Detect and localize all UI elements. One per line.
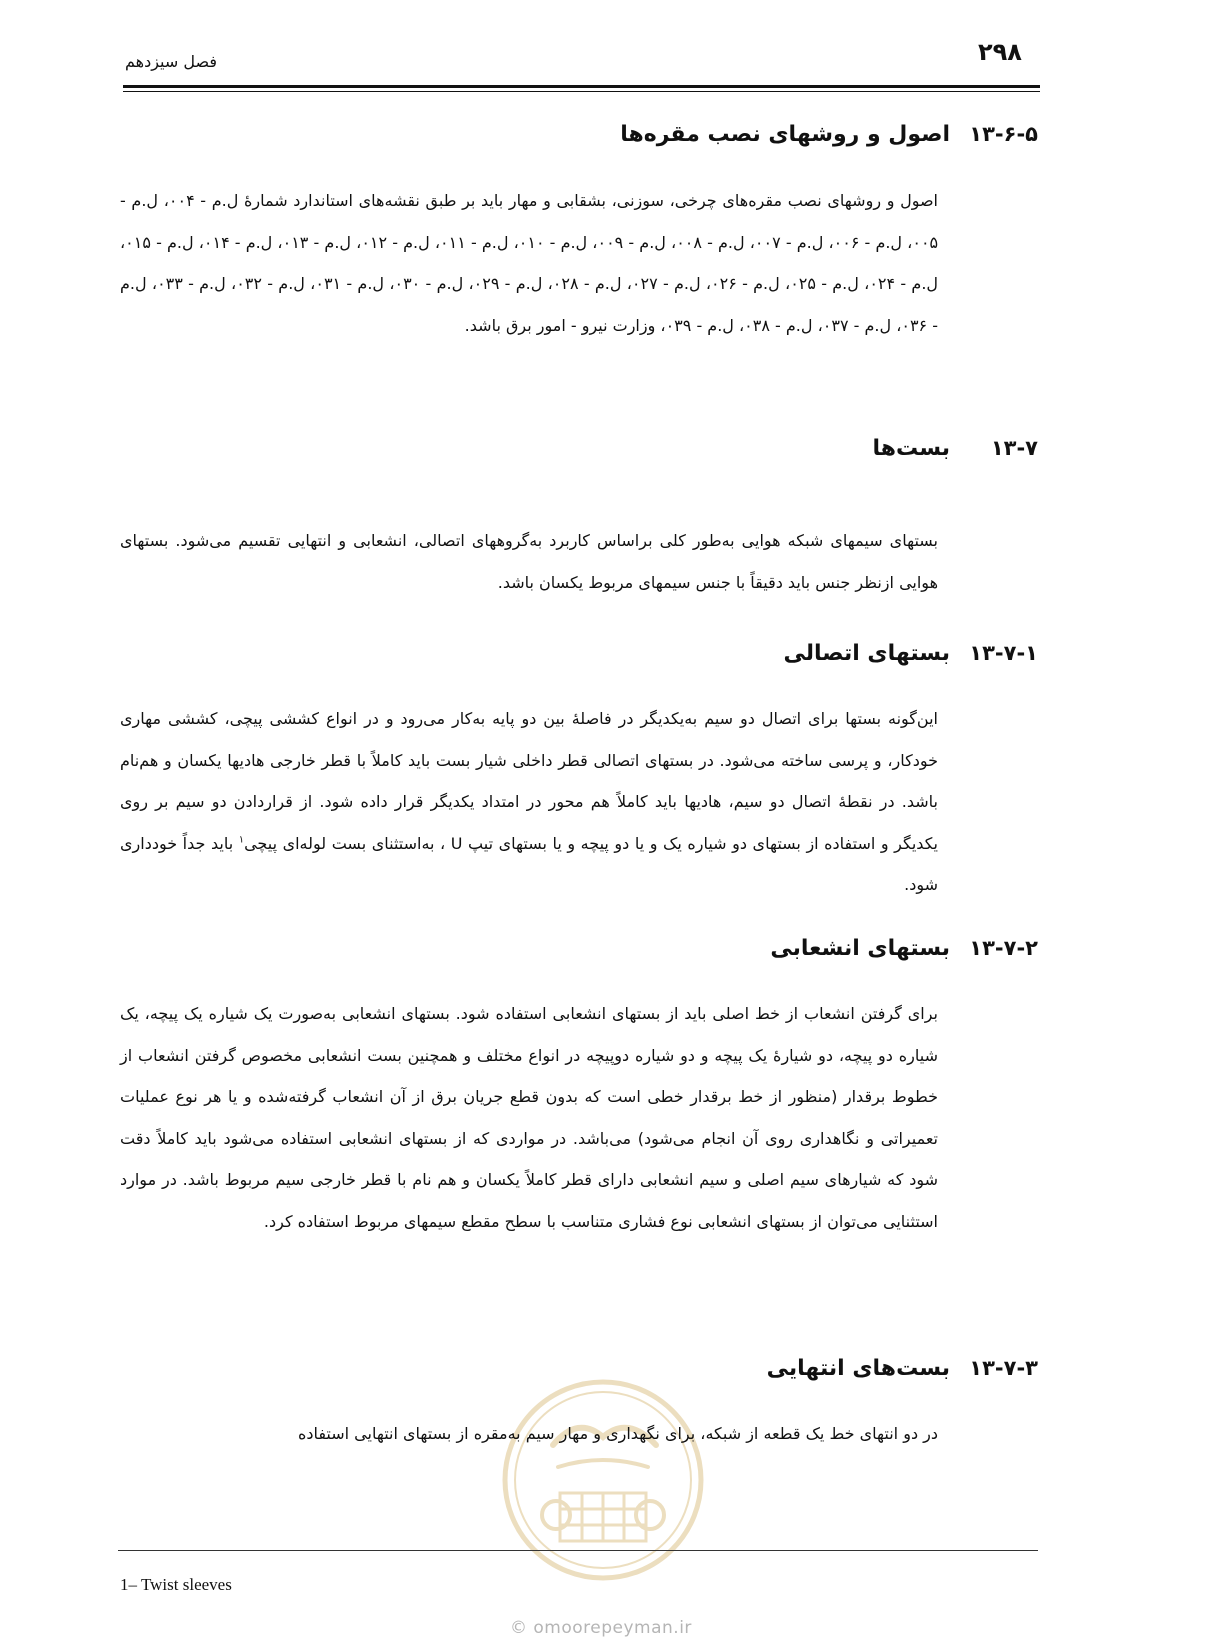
section-heading-13-7 <box>873 436 1038 461</box>
header-rule-thin <box>123 91 1040 92</box>
section-title: بستهای اتصالی <box>783 641 950 666</box>
section-paragraph-13-7-3: در دو انتهای خط یک قطعه از شبکه، برای نگهداری و مهار سیم به‌مقره از بستهای انتهایی استفاده <box>297 1424 938 1443</box>
paragraph-text: این‌گونه بستها برای اتصال دو سیم به‌یکدیگر در فاصلهٔ بین دو پایه به‌کار می‌رود و در انواع کششی پیچی، کششی مهاری خودکار، و پرسی ساخته می‌شود. در بستهای اتصالی قطر داخلی شیار بست باید کاملاً با قطر خارجی هادیها یکسان و هم‌نام باشد. در نقطهٔ اتصال دو سیم، هادیها باید کاملاً هم محور در امتداد یکدیگر قرار داده شود. از قراردادن دو سیم بر روی یکدیگر و استفاده از بستهای دو شیاره یک و یا دو پیچه و یا بستهای تیپ U ، به‌استثنای بست لوله‌ای پیچی <box>120 709 938 853</box>
chapter-title: فصل سیزدهم <box>125 52 217 71</box>
section-title: بست‌ها <box>872 436 950 461</box>
footnote: 1– Twist sleeves <box>120 1575 232 1594</box>
section-title: بست‌های انتهایی <box>766 1356 950 1381</box>
section-paragraph-13-6-5: اصول و روشهای نصب مقره‌های چرخی، سوزنی، بشقابی و مهار باید بر طبق نقشه‌های استاندارد شمارهٔ ل.م - ۰۰۴، ل.م - ۰۰۵، ل.م - ۰۰۶، ل.م - ۰۰۷، ل.م - ۰۰۸، ل.م - ۰۰۹، ل.م - ۰۱۰، ل.م - ۰۱۱، ل.م - ۰۱۲، ل.م - ۰۱۳، ل.م - ۰۱۴، ل.م - ۰۱۵، ل.م - ۰۲۴، ل.م - ۰۲۵، ل.م - ۰۲۶، ل.م - ۰۲۷، ل.م - ۰۲۸، ل.م - ۰۲۹، ل.م - ۰۳۰، ل.م - ۰۳۱، ل.م - ۰۳۲، ل.م - ۰۳۳، ل.م - ۰۳۶، ل.م - ۰۳۷، ل.م - ۰۳۸، ل.م - ۰۳۹، وزارت نیرو - امور برق باشد. <box>120 191 939 335</box>
section-heading-13-7-2 <box>770 936 1038 961</box>
watermark-url: © omoorepeyman.ir <box>510 1618 692 1638</box>
section-number: ۱۳-۷-۳ <box>969 1356 1038 1380</box>
section-title: بستهای انشعابی <box>770 936 950 961</box>
section-paragraph-13-7: بستهای سیمهای شبکه هوایی به‌طور کلی براساس کاربرد به‌گروههای اتصالی، انشعابی و انتهایی تقسیم می‌شود. بستهای هوایی ازنظر جنس باید دقیقاً با جنس سیمهای مربوط یکسان باشد. <box>120 531 938 592</box>
page-number: ۲۹۸ <box>978 38 1022 66</box>
section-number: ۱۳-۷-۱ <box>969 641 1038 665</box>
section-title: اصول و روشهای نصب مقره‌ها <box>620 122 950 147</box>
section-heading-13-7-1 <box>784 641 1039 666</box>
section-number: ۱۳-۷-۲ <box>969 936 1038 960</box>
section-number: ۱۳-۷ <box>990 436 1038 460</box>
footnote-rule <box>118 1550 1038 1551</box>
footnote-marker: ۱ <box>238 834 245 846</box>
section-paragraph-13-7-2: برای گرفتن انشعاب از خط اصلی باید از بستهای انشعابی استفاده شود. بستهای انشعابی به‌صورت یک شیاره یک پیچه، یک شیاره دو پیچه، دو شیارهٔ یک پیچه و دو شیاره دوپیچه در انواع مختلف و همچنین بست انشعابی مخصوص گرفتن انشعاب از خطوط برقدار (منظور از خط برقدار خطی است که بدون قطع جریان برق از آن انشعاب گرفته‌شده و یا هر نوع عملیات تعمیراتی و نگاهداری روی آن انجام می‌شود) می‌باشد. در مواردی که از بستهای انشعابی استفاده می‌شود باید کاملاً دقت شود که شیارهای سیم اصلی و سیم انشعابی دارای قطر کاملاً یکسان و هم نام با قطر خارجی سیم مربوط باشد. در موارد استثنایی می‌توان از بستهای انشعابی نوع فشاری متناسب با سطح مقطع سیمهای مربوط استفاده کرد. <box>120 1004 938 1231</box>
watermark-seal-logo <box>498 1375 708 1585</box>
paragraph-text: باید جداً خودداری شود. <box>120 833 938 894</box>
section-paragraph-13-7-1 <box>120 698 938 906</box>
section-heading-13-7-3 <box>767 1356 1038 1381</box>
section-heading-13-6-5 <box>620 122 1038 147</box>
section-number: ۱۳-۶-۵ <box>969 122 1038 146</box>
header-rule <box>123 85 1040 88</box>
watermark-url-text: omoorepeyman.ir <box>533 1618 692 1638</box>
